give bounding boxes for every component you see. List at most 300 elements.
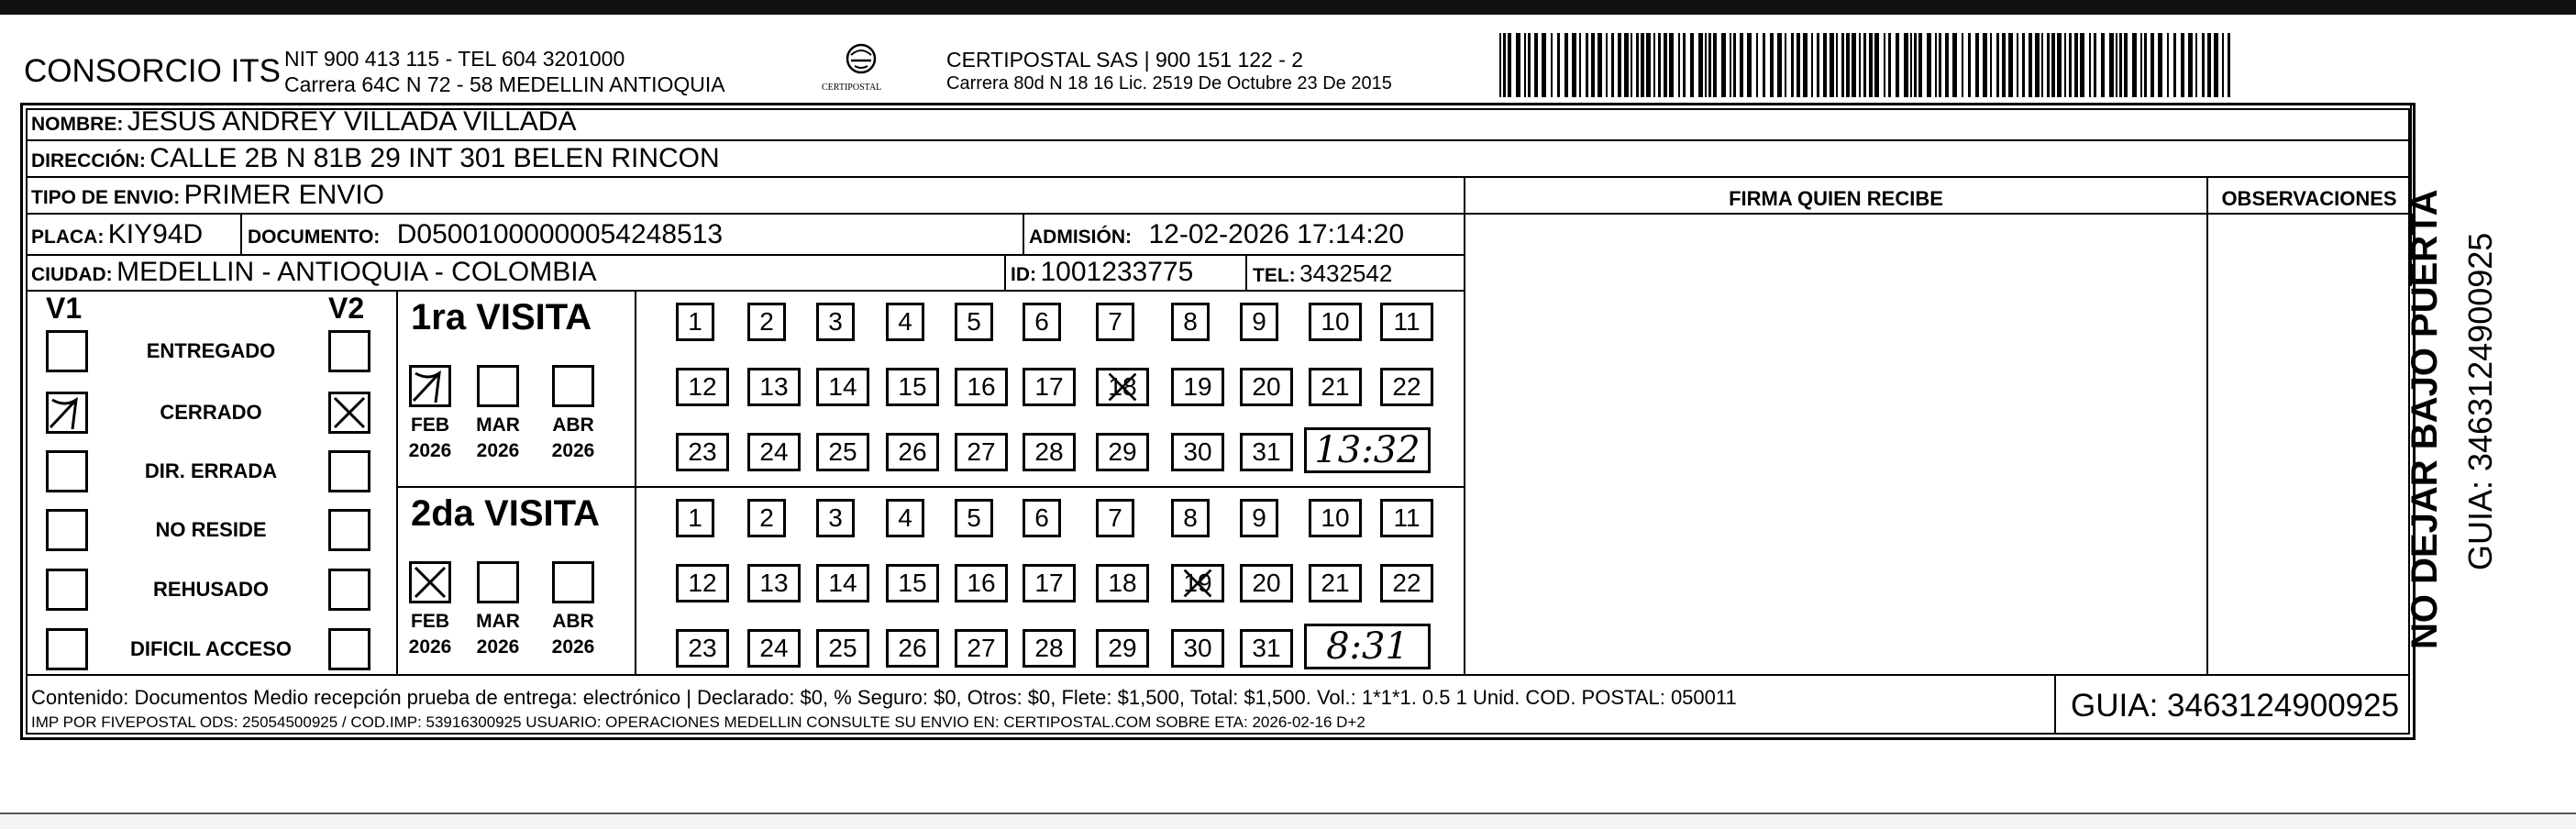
- direccion-value: CALLE 2B N 81B 29 INT 301 BELEN RINCON: [149, 143, 720, 173]
- placa-cell: [31, 219, 203, 250]
- col-divider: [635, 290, 636, 674]
- month-label: [403, 413, 458, 464]
- barcode-bar: [1591, 33, 1595, 97]
- month-label: [470, 413, 525, 464]
- day-checkbox[interactable]: [816, 499, 855, 537]
- day-checkbox[interactable]: [1240, 303, 1278, 341]
- day-number: 23: [688, 437, 717, 466]
- barcode-bar: [1572, 33, 1576, 97]
- day-checkbox[interactable]: [955, 303, 993, 341]
- barcode-bar: [2035, 33, 2040, 97]
- day-checkbox[interactable]: [1096, 499, 1134, 537]
- col-divider: [1023, 213, 1024, 254]
- row-divider: [26, 254, 1464, 256]
- day-checkbox[interactable]: [955, 564, 1008, 602]
- direccion-label: DIRECCIÓN:: [31, 150, 146, 171]
- day-checkbox[interactable]: [1171, 629, 1224, 668]
- v2-checkbox[interactable]: [328, 628, 370, 670]
- day-checkbox[interactable]: [955, 629, 1008, 668]
- barcode-bar: [1836, 33, 1838, 97]
- firma-header: FIRMA QUIEN RECIBE: [1729, 187, 1943, 210]
- day-checkbox[interactable]: [1096, 303, 1134, 341]
- day-checkbox[interactable]: [747, 499, 786, 537]
- day-checkbox[interactable]: [676, 629, 729, 668]
- day-checkbox[interactable]: [1380, 303, 1433, 341]
- barcode-bar: [2188, 33, 2193, 97]
- address-line: Carrera 64C N 72 - 58 MEDELLIN ANTIOQUIA: [284, 72, 725, 96]
- barcode-bar: [2116, 33, 2117, 97]
- day-checkbox[interactable]: [1380, 564, 1433, 602]
- tel-value: 3432542: [1299, 260, 1393, 287]
- day-number: 27: [967, 634, 996, 662]
- day-number: 23: [688, 634, 717, 662]
- day-number: 31: [1252, 634, 1281, 662]
- nombre-label: NOMBRE:: [31, 114, 124, 135]
- barcode-bar: [1817, 33, 1819, 97]
- day-number: 27: [967, 437, 996, 466]
- day-checkbox[interactable]: [1023, 368, 1076, 406]
- month-label: [403, 609, 458, 660]
- day-checkbox[interactable]: [1023, 303, 1061, 341]
- day-number: 5: [967, 307, 981, 336]
- day-checkbox[interactable]: [886, 499, 924, 537]
- status-option-label: REHUSADO: [153, 578, 269, 601]
- day-number: 24: [759, 634, 789, 662]
- month-checkbox[interactable]: [409, 561, 451, 603]
- day-number: 2: [759, 503, 774, 532]
- barcode-bar: [1631, 33, 1632, 97]
- barcode-bar: [1683, 33, 1686, 97]
- day-number: 4: [898, 307, 912, 336]
- visit-time[interactable]: 8:31: [1304, 624, 1431, 669]
- id-cell: [1011, 257, 1193, 288]
- day-checkbox[interactable]: [676, 303, 714, 341]
- barcode-bar: [1803, 33, 1808, 97]
- day-checkbox[interactable]: [886, 433, 939, 471]
- barcode-bar: [1785, 33, 1786, 97]
- day-checkbox[interactable]: [747, 564, 801, 602]
- day-checkbox[interactable]: [1023, 629, 1076, 668]
- barcode-bar: [2064, 33, 2066, 97]
- month-year: 2026: [476, 440, 520, 461]
- v2-header: V2: [328, 292, 365, 325]
- barcode-bar: [1606, 33, 1608, 97]
- barcode-bar: [2207, 33, 2211, 97]
- month-name: MAR: [476, 611, 520, 632]
- barcode-bar: [1740, 33, 1743, 97]
- contenido-line: Contenido: Documentos Medio recepción prueba de entrega: electrónico | Declarado: $0, % Seguro: $0, Otros: $0, Flete: $1,500, Total: $1,500. Vol.: 1*1*1. 0.5 1 Unid. COD. POSTAL: 050011: [31, 686, 1737, 709]
- barcode-bar: [2002, 33, 2006, 97]
- day-checkbox[interactable]: [1096, 433, 1149, 471]
- barcode-bar: [2080, 33, 2084, 97]
- barcode-bar: [2041, 33, 2043, 97]
- day-number: 21: [1321, 372, 1350, 401]
- row-divider: [1464, 213, 2410, 215]
- day-number: 9: [1252, 503, 1266, 532]
- barcode-bar: [1611, 33, 1614, 97]
- day-number: 12: [688, 372, 717, 401]
- company-name: CONSORCIO ITS: [24, 53, 282, 89]
- day-checkbox[interactable]: [1309, 368, 1362, 406]
- barcode-bar: [2124, 33, 2128, 97]
- day-number: 30: [1183, 634, 1212, 662]
- day-checkbox[interactable]: [1171, 368, 1224, 406]
- barcode-bar: [2029, 33, 2032, 97]
- tipo-value: PRIMER ENVIO: [183, 180, 385, 210]
- side-guia: GUIA: 3463124900925: [2461, 232, 2499, 570]
- col-divider: [2206, 176, 2208, 674]
- barcode-bar: [2119, 33, 2122, 97]
- barcode-bar: [1713, 33, 1717, 97]
- barcode-bar: [1641, 33, 1644, 97]
- month-checkbox[interactable]: [552, 561, 594, 603]
- day-checkbox[interactable]: [1240, 499, 1278, 537]
- month-year: 2026: [408, 440, 452, 461]
- barcode-bar: [1939, 33, 1941, 97]
- barcode-bar: [2008, 33, 2013, 97]
- placa-value: KIY94D: [107, 219, 204, 249]
- day-number: 14: [828, 569, 857, 597]
- day-checkbox[interactable]: [676, 433, 729, 471]
- observaciones-header: OBSERVACIONES: [2221, 187, 2397, 210]
- barcode-bar: [2101, 33, 2105, 97]
- day-number: 11: [1393, 307, 1421, 336]
- day-number: 20: [1252, 372, 1281, 401]
- barcode-bar: [1859, 33, 1861, 97]
- day-number: 1: [688, 307, 702, 336]
- barcode-bar: [1846, 33, 1850, 97]
- barcode-bar: [2173, 33, 2176, 97]
- day-checkbox[interactable]: [816, 629, 869, 668]
- month-name: FEB: [411, 611, 449, 632]
- certipostal-line: CERTIPOSTAL SAS | 900 151 122 - 2: [946, 48, 1304, 72]
- barcode-bar: [1516, 33, 1520, 97]
- day-checkbox[interactable]: [676, 499, 714, 537]
- footer-divider: [26, 674, 2410, 676]
- barcode-bar: [1579, 33, 1581, 97]
- barcode-bar: [1690, 33, 1694, 97]
- day-number: 7: [1108, 307, 1122, 336]
- col-divider: [1245, 254, 1247, 290]
- day-number: 13: [759, 372, 789, 401]
- ciudad-value: MEDELLIN - ANTIOQUIA - COLOMBIA: [116, 257, 597, 287]
- documento-cell: [248, 219, 723, 250]
- barcode-bar: [1975, 33, 1979, 97]
- day-checkbox[interactable]: [1096, 629, 1149, 668]
- barcode-bar: [1503, 33, 1506, 97]
- day-number: 11: [1393, 503, 1421, 532]
- barcode-bar: [2181, 33, 2184, 97]
- v2-checkbox[interactable]: [328, 450, 370, 492]
- day-checkbox[interactable]: [816, 303, 855, 341]
- day-number: 31: [1252, 437, 1281, 466]
- barcode-bar: [2047, 33, 2050, 97]
- status-option-label: DIR. ERRADA: [144, 459, 278, 482]
- barcode-bar: [2222, 33, 2224, 97]
- documento-label: DOCUMENTO:: [248, 227, 381, 248]
- day-checkbox[interactable]: [816, 433, 869, 471]
- barcode-bar: [1557, 33, 1560, 97]
- barcode-bar: [1884, 33, 1885, 97]
- barcode-bar: [1721, 33, 1726, 97]
- day-number: 16: [967, 372, 996, 401]
- month-label: [546, 413, 601, 464]
- v1-header: V1: [46, 292, 83, 325]
- month-year: 2026: [476, 636, 520, 658]
- day-checkbox[interactable]: [886, 629, 939, 668]
- barcode-bar: [1733, 33, 1736, 97]
- barcode-bar: [2069, 33, 2072, 97]
- check-mark-icon: [1099, 370, 1146, 403]
- day-checkbox[interactable]: [1023, 433, 1076, 471]
- day-number: 19: [1183, 569, 1212, 597]
- ciudad-label: CIUDAD:: [31, 264, 113, 285]
- barcode-bar: [1968, 33, 1971, 97]
- documento-value: D05001000000054248513: [396, 219, 724, 249]
- barcode-bar: [1777, 33, 1782, 97]
- barcode-bar: [1914, 33, 1917, 97]
- id-value: 1001233775: [1040, 257, 1194, 287]
- barcode-bar: [1747, 33, 1752, 97]
- barcode-bar: [1996, 33, 1999, 97]
- day-checkbox[interactable]: [676, 564, 729, 602]
- col-divider: [1004, 254, 1006, 290]
- status-option-label: NO RESIDE: [155, 518, 267, 541]
- day-checkbox[interactable]: [1096, 368, 1149, 406]
- month-checkbox[interactable]: [477, 365, 519, 407]
- day-number: 25: [828, 437, 857, 466]
- barcode-bar: [1698, 33, 1703, 97]
- day-number: 28: [1034, 634, 1064, 662]
- barcode-bar: [1586, 33, 1588, 97]
- impresion-line: IMP POR FIVEPOSTAL ODS: 25054500925 / COD.IMP: 53916300925 USUARIO: OPERACIONES MEDELLIN CONSULTE SU ENVIO EN: CERTIPOSTAL.COM SOBRE ETA: 2026-02-16 D+2: [31, 713, 1365, 731]
- barcode-bar: [2051, 33, 2055, 97]
- day-checkbox[interactable]: [955, 433, 1008, 471]
- day-number: 14: [828, 372, 857, 401]
- day-checkbox[interactable]: [1023, 564, 1076, 602]
- day-number: 3: [828, 307, 843, 336]
- day-checkbox[interactable]: [1023, 499, 1061, 537]
- day-number: 25: [828, 634, 857, 662]
- barcode-bar: [1598, 33, 1602, 97]
- nombre-value: JESUS ANDREY VILLADA VILLADA: [127, 106, 577, 137]
- admision-label: ADMISIÓN:: [1029, 227, 1132, 248]
- barcode-bar: [1888, 33, 1891, 97]
- v2-checkbox[interactable]: [328, 330, 370, 372]
- day-number: 26: [898, 634, 927, 662]
- visit-divider: [396, 486, 1464, 488]
- tel-label: TEL:: [1253, 265, 1296, 286]
- barcode-bar: [1841, 33, 1844, 97]
- barcode-bar: [2132, 33, 2137, 97]
- day-checkbox[interactable]: [1171, 564, 1224, 602]
- month-year: 2026: [408, 636, 452, 658]
- day-checkbox[interactable]: [1240, 368, 1293, 406]
- barcode-bar: [2140, 33, 2142, 97]
- barcode-bar: [1874, 33, 1879, 97]
- barcode-bar: [2150, 33, 2154, 97]
- barcode-bar: [1935, 33, 1937, 97]
- day-checkbox[interactable]: [1380, 499, 1433, 537]
- barcode-bar: [1927, 33, 1931, 97]
- nombre-row: [31, 106, 576, 138]
- barcode-bar: [2144, 33, 2147, 97]
- month-name: ABR: [552, 611, 594, 632]
- barcode-bar: [2017, 33, 2018, 97]
- row-divider: [26, 176, 2410, 178]
- month-checkbox[interactable]: [409, 365, 451, 407]
- month-name: FEB: [411, 414, 449, 436]
- day-checkbox[interactable]: [1096, 564, 1149, 602]
- day-checkbox[interactable]: [747, 629, 801, 668]
- license-line: Carrera 80d N 18 16 Lic. 2519 De Octubre 23 De 2015: [946, 73, 1392, 94]
- placa-label: PLACA:: [31, 227, 105, 248]
- barcode-bar: [2195, 33, 2197, 97]
- day-checkbox[interactable]: [1309, 499, 1362, 537]
- barcode-bar: [2228, 33, 2230, 97]
- month-year: 2026: [551, 636, 595, 658]
- day-number: 7: [1108, 503, 1122, 532]
- company-info: [284, 46, 725, 97]
- day-number: 22: [1392, 569, 1421, 597]
- day-number: 24: [759, 437, 789, 466]
- v2-checkbox[interactable]: [328, 392, 370, 434]
- barcode-bar: [1852, 33, 1856, 97]
- visit-title: 1ra VISITA: [411, 297, 592, 337]
- day-checkbox[interactable]: [816, 368, 869, 406]
- v2-checkbox[interactable]: [328, 509, 370, 551]
- admision-cell: [1029, 219, 1404, 250]
- month-year: 2026: [551, 440, 595, 461]
- barcode-bar: [1730, 33, 1731, 97]
- barcode-bar: [1952, 33, 1957, 97]
- day-number: 2: [759, 307, 774, 336]
- barcode-bar: [1658, 33, 1661, 97]
- day-checkbox[interactable]: [747, 368, 801, 406]
- day-checkbox[interactable]: [1380, 368, 1433, 406]
- day-number: 18: [1108, 569, 1137, 597]
- barcode-bar: [1945, 33, 1949, 97]
- day-number: 26: [898, 437, 927, 466]
- barcode-bar: [1962, 33, 1963, 97]
- visit-time[interactable]: 13:32: [1304, 427, 1431, 473]
- day-checkbox[interactable]: [1309, 564, 1362, 602]
- day-number: 5: [967, 503, 981, 532]
- barcode-bar: [1770, 33, 1774, 97]
- day-number: 18: [1108, 372, 1137, 401]
- barcode-bar: [2158, 33, 2162, 97]
- barcode-bar: [1551, 33, 1553, 97]
- month-checkbox[interactable]: [477, 561, 519, 603]
- day-number: 17: [1034, 569, 1064, 597]
- day-number: 10: [1321, 307, 1350, 336]
- month-label: [546, 609, 601, 660]
- barcode-bar: [1823, 33, 1827, 97]
- day-checkbox[interactable]: [1240, 564, 1293, 602]
- row-divider: [26, 290, 1464, 292]
- barcode-bar: [2094, 33, 2096, 97]
- barcode-bar: [1904, 33, 1908, 97]
- tipo-label: TIPO DE ENVIO:: [31, 187, 181, 208]
- barcode: [1499, 33, 2233, 97]
- check-mark-icon: [331, 394, 368, 431]
- day-number: 15: [898, 569, 927, 597]
- logo-caption: CERTIPOSTAL: [822, 83, 882, 93]
- barcode-bar: [1653, 33, 1655, 97]
- day-number: 19: [1183, 372, 1212, 401]
- barcode-bar: [1705, 33, 1707, 97]
- barcode-bar: [1508, 33, 1511, 97]
- barcode-bar: [1797, 33, 1800, 97]
- barcode-bar: [1564, 33, 1568, 97]
- day-number: 8: [1183, 503, 1198, 532]
- month-name: ABR: [552, 414, 594, 436]
- barcode-bar: [1678, 33, 1680, 97]
- day-number: 29: [1108, 634, 1137, 662]
- day-checkbox[interactable]: [816, 564, 869, 602]
- barcode-bar: [1763, 33, 1765, 97]
- barcode-bar: [2057, 33, 2062, 97]
- barcode-bar: [2089, 33, 2091, 97]
- ciudad-cell: [31, 257, 597, 288]
- day-checkbox[interactable]: [1240, 629, 1293, 668]
- barcode-bar: [2109, 33, 2114, 97]
- day-number: 9: [1252, 307, 1266, 336]
- day-checkbox[interactable]: [886, 368, 939, 406]
- status-option-label: ENTREGADO: [146, 339, 276, 362]
- day-checkbox[interactable]: [886, 303, 924, 341]
- barcode-bar: [1664, 33, 1667, 97]
- day-checkbox[interactable]: [747, 433, 801, 471]
- day-checkbox[interactable]: [1171, 499, 1210, 537]
- barcode-bar: [1708, 33, 1711, 97]
- check-mark-icon: [412, 564, 448, 601]
- day-checkbox[interactable]: [886, 564, 939, 602]
- barcode-bar: [1646, 33, 1651, 97]
- admision-value: 12-02-2026 17:14:20: [1148, 219, 1405, 249]
- v2-checkbox[interactable]: [328, 569, 370, 611]
- scan-bottom-edge: [0, 812, 2576, 829]
- barcode-bar: [1811, 33, 1813, 97]
- barcode-bar: [1869, 33, 1873, 97]
- day-number: 21: [1321, 569, 1350, 597]
- day-checkbox[interactable]: [1309, 303, 1362, 341]
- day-checkbox[interactable]: [1171, 303, 1210, 341]
- scan-top-edge: [0, 0, 2576, 15]
- col-divider: [1464, 176, 1465, 674]
- day-checkbox[interactable]: [747, 303, 786, 341]
- day-checkbox[interactable]: [1171, 433, 1224, 471]
- day-checkbox[interactable]: [676, 368, 729, 406]
- day-checkbox[interactable]: [1240, 433, 1293, 471]
- day-checkbox[interactable]: [955, 499, 993, 537]
- barcode-bar: [2214, 33, 2218, 97]
- month-checkbox[interactable]: [552, 365, 594, 407]
- barcode-bar: [2074, 33, 2078, 97]
- barcode-bar: [1636, 33, 1639, 97]
- barcode-bar: [1618, 33, 1621, 97]
- day-number: 16: [967, 569, 996, 597]
- barcode-bar: [1863, 33, 1866, 97]
- day-number: 6: [1034, 503, 1049, 532]
- status-option-label: CERRADO: [160, 401, 262, 424]
- day-number: 12: [688, 569, 717, 597]
- tel-cell: [1253, 260, 1392, 288]
- day-number: 28: [1034, 437, 1064, 466]
- day-number: 17: [1034, 372, 1064, 401]
- day-checkbox[interactable]: [955, 368, 1008, 406]
- barcode-bar: [1896, 33, 1899, 97]
